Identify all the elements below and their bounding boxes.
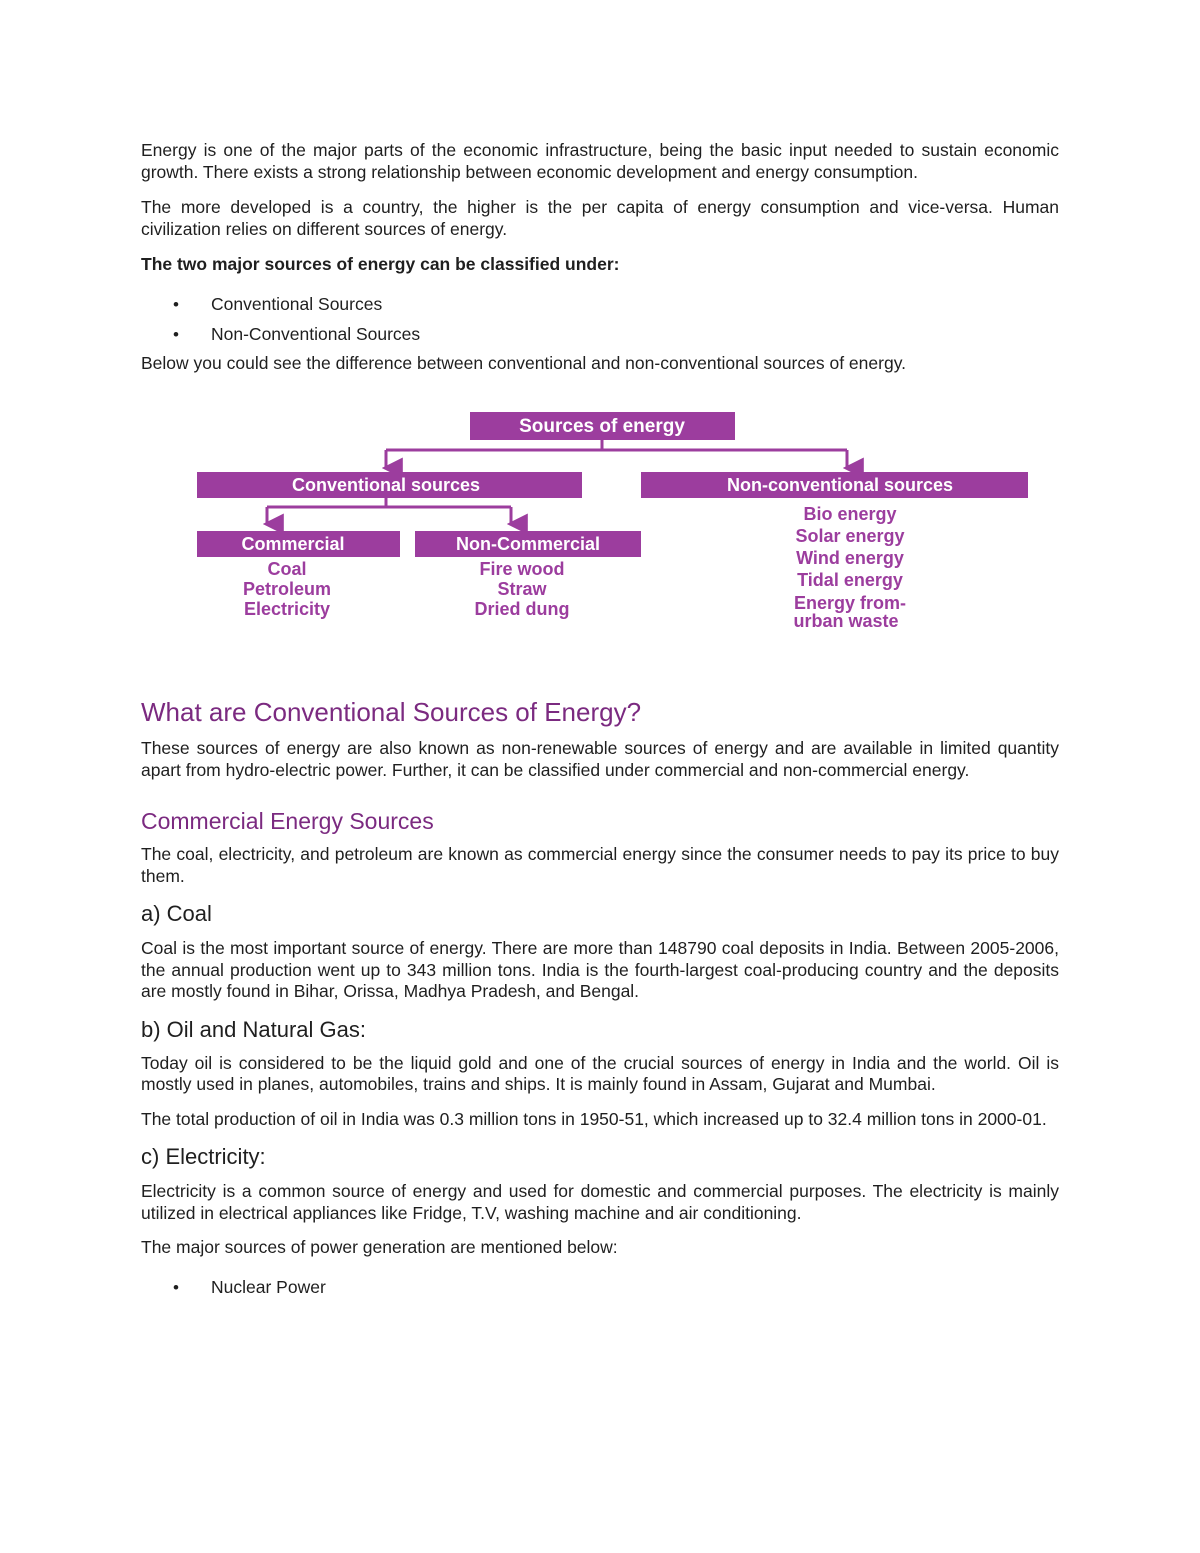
- sources-of-energy-diagram: [141, 410, 1059, 650]
- non-conventional-item-energy-from: Energy from-: [793, 593, 907, 613]
- oil-text-1: Today oil is considered to be the liquid gold and one of the crucial sources of energy in India and the world. Oil is mostly used in planes, automobiles, trains and ships. It is mainly found in Assam, Gujarat and Mumbai.: [141, 1052, 1059, 1094]
- power-sources-list: [141, 1277, 1059, 1299]
- commercial-item-electricity: Electricity: [243, 599, 331, 619]
- commercial-item-coal: Coal: [267, 559, 307, 579]
- document-page: [141, 140, 1059, 1298]
- non-conventional-item-urban-waste: urban waste: [793, 611, 899, 631]
- bullet-icon: •: [173, 325, 179, 344]
- conventional-text: These sources of energy are also known as non-renewable sources of energy and are available in limited quantity apart from hydro-electric power. Further, it can be classified under commercial and non-commercial energy.: [141, 738, 1059, 780]
- label-non-commercial: Non-Commercial: [455, 534, 601, 554]
- list-item: • Conventional Sources: [173, 293, 383, 314]
- electricity-heading: c) Electricity:: [141, 1144, 266, 1169]
- non-conventional-item-solar: Solar energy: [795, 526, 905, 546]
- oil-text-2: The total production of oil in India was 0.3 million tons in 1950-51, which increased up to 32.4 million tons in 2000-01.: [141, 1108, 1047, 1129]
- label-sources-of-energy: Sources of energy: [519, 416, 685, 437]
- non-commercial-item-fire-wood: Fire wood: [479, 559, 565, 579]
- below-text: Below you could see the difference between conventional and non-conventional sources of energy.: [141, 352, 907, 373]
- electricity-text-2: The major sources of power generation are mentioned below:: [141, 1237, 618, 1257]
- list-item: • Nuclear Power: [173, 1276, 326, 1297]
- non-conventional-item-wind: Wind energy: [796, 548, 904, 568]
- electricity-text-1: Electricity is a common source of energy and used for domestic and commercial purposes. The electricity is mainly utilized in electrical appliances like Fridge, T.V, washing machine and air conditioning.: [141, 1181, 1059, 1223]
- non-commercial-item-straw: Straw: [497, 579, 547, 599]
- bullet-icon: •: [173, 1277, 179, 1297]
- oil-heading: b) Oil and Natural Gas:: [141, 1016, 366, 1042]
- commercial-heading: Commercial Energy Sources: [141, 808, 434, 834]
- label-conventional-sources: Conventional sources: [291, 475, 481, 495]
- list-item: • Non-Conventional Sources: [173, 324, 421, 344]
- coal-text: Coal is the most important source of energy. There are more than 148790 coal deposits in India. Between 2005-2006, the annual production went up to 343 million tons. India is the fourth-largest coal-producing country and the deposits are mostly found in Bihar, Orissa, Madhya Pradesh, and Bengal.: [141, 938, 1059, 1001]
- non-conventional-item-bio: Bio energy: [803, 504, 897, 524]
- classified-heading: The two major sources of energy can be classified under:: [141, 254, 620, 274]
- commercial-text: The coal, electricity, and petroleum are known as commercial energy since the consumer needs to pay its price to buy them.: [141, 844, 1059, 886]
- non-commercial-item-dried-dung: Dried dung: [474, 599, 570, 619]
- label-commercial: Commercial: [241, 534, 345, 554]
- intro-paragraph-1: Energy is one of the major parts of the economic infrastructure, being the basic input needed to sustain economic growth. There exists a strong relationship between economic development and energy consumption.: [141, 140, 1059, 182]
- conventional-heading: What are Conventional Sources of Energy?: [141, 697, 642, 727]
- bullet-icon: •: [173, 294, 179, 314]
- sources-list: [141, 294, 1059, 346]
- commercial-item-petroleum: Petroleum: [242, 579, 332, 599]
- non-conventional-item-tidal: Tidal energy: [797, 570, 903, 590]
- label-non-conventional-sources: Non-conventional sources: [726, 475, 954, 495]
- coal-heading: a) Coal: [141, 901, 212, 926]
- intro-paragraph-2: The more developed is a country, the higher is the per capita of energy consumption and vice-versa. Human civilization relies on different sources of energy.: [141, 197, 1059, 239]
